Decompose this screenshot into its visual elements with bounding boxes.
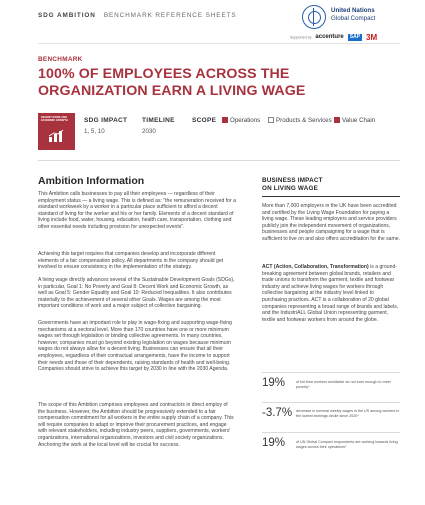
ambition-paragraph-2: Achieving this target requires that companies develop and incorporate different elements of a fair compensation policy. All departments in the company should get involved to ensure consistency in the implementation of the strategy. [38, 251, 224, 271]
top-header [0, 0, 425, 42]
checkbox-checked-icon [334, 117, 340, 123]
stat-value-1: 19% [262, 377, 286, 389]
stat-text-1: of full-time workers worldwide do not earn enough to meet poverty* [296, 380, 391, 389]
stat-text-2: decrease in nominal weekly wages in the US among workers in the lowest earnings decile since 2020* [296, 409, 400, 418]
stat-text-3: of UN Global Compact respondents are working towards living wages across their operations* [296, 440, 398, 449]
stat-divider [262, 402, 400, 403]
ambition-paragraph-1: This Ambition calls businesses to pay all their employees — regardless of their employment status — a living wage. This is defined as: "the remuneration received for a standard workweek by a worker in a particular place sufficient to afford a decent standard of living for the worker and his or her family. Elements of a decent standard of living include food, water, housing, education, health care, transportation, clothing and other essential needs including provision for unexpected events". [38, 191, 236, 230]
un-emblem-icon [302, 5, 326, 29]
timeline-value: 2030 [142, 128, 156, 135]
checkbox-checked-icon [222, 117, 228, 123]
growth-chart-icon [48, 129, 64, 143]
scope-option-label: Operations [230, 117, 261, 124]
meta-divider [38, 160, 400, 161]
ambition-paragraph-4: Governments have an important role to play in wage-fixing and supporting wage-fixing mechanisms at a sectoral level. More than 170 countries have one or more minimum wages set through legislation or binding collective agreements. In many countries, however, companies must go beyond existing legislation on wages because minimum wages do not always allow for a decent living. Businesses can ensure that all their employees, regardless of their contractual arrangements, have the income to support their needs and those of their dependents, raising standards of health and well-being. Companies should strive to achieve this target by 2030 in line with the 2030 Agenda. [38, 320, 232, 373]
scope-option-products-services [268, 117, 332, 124]
sponsors [290, 33, 377, 42]
business-impact-heading [262, 177, 323, 192]
business-impact-rule [262, 196, 400, 197]
accenture-logo: accenture [315, 34, 344, 41]
business-impact-heading-line2: ON LIVING WAGE [262, 184, 318, 192]
3m-logo: 3M [366, 33, 378, 42]
kicker-label: BENCHMARK [38, 56, 83, 63]
stat-value-3: 19% [262, 437, 286, 449]
scope-label: SCOPE [192, 117, 217, 124]
scope-option-operations [222, 117, 260, 124]
timeline-label: TIMELINE [142, 117, 175, 124]
scope-option-value-chain [334, 117, 375, 124]
header-title [38, 12, 237, 19]
header-divider [38, 43, 400, 44]
ambition-paragraph-3: A living wage directly advances several of the Sustainable Development Goals (SDGs), in particular, Goal 1: No Poverty and Goal 8: Decent Work and Economic Growth, as well as Goal 5: Gender Equality and Goal 10: Reduced Inequalities. It also contributes materially to the achievement of several other Goals. Wages are among the most important conditions of work and a major subject of collective bargaining. [38, 277, 235, 310]
act-description: is a ground-breaking agreement between global brands, retailers and trade unions to transform the garment, textile and footwear industry and achieve living wages for workers through collective bargaining at the industry level linked to purchasing practices. ACT is a collaboration of 20 global companies representing a broad range of brands and labels, and the IndustriALL Global Union representing garment, textile and footwear workers from around the globe. [262, 264, 399, 323]
business-impact-paragraph-1: More than 7,000 employers in the UK have been accredited and certified by the Living Wage Foundation for paying a living wage. These leading employers and service providers publicly join the independent movement of organizations, businesses and people campaigning for a wage that is sufficient to live on and also offers accreditation for the same. [262, 203, 400, 242]
sdg-impact-label: SDG IMPACT [84, 117, 128, 124]
stat-divider [262, 372, 400, 373]
sdg-goal-tile [38, 113, 75, 150]
sap-logo: SAP [349, 34, 361, 40]
header-subtitle: BENCHMARK REFERENCE SHEETS [103, 12, 237, 19]
scope-option-label: Products & Services [276, 117, 332, 124]
checkbox-unchecked-icon [268, 117, 274, 123]
page-title: 100% OF EMPLOYEES ACROSS THE ORGANIZATION EARN A LIVING WAGE [38, 66, 306, 99]
business-impact-paragraph-2 [262, 264, 400, 323]
un-line1: United Nations [331, 7, 375, 14]
scope-option-label: Value Chain [342, 117, 376, 124]
stat-divider [262, 432, 400, 433]
ambition-heading: Ambition Information [38, 175, 145, 187]
un-global-compact-logo [331, 7, 375, 22]
sdg-goal-tile-text: DECENT WORK AND ECONOMIC GROWTH [41, 116, 68, 122]
act-bold-lead: ACT (Action, Collaboration, Transformation) [262, 264, 369, 270]
un-line2: Global Compact [331, 14, 376, 22]
business-impact-heading-line1: BUSINESS IMPACT [262, 177, 323, 184]
supported-by-label: Supported by [290, 35, 312, 40]
header-brand: SDG AMBITION [38, 12, 96, 19]
stat-value-2: -3.7% [262, 407, 293, 419]
sdg-impact-value: 1, 5, 10 [84, 128, 105, 135]
ambition-paragraph-5: The scope of this Ambition comprises employees and contractors in direct employ of the business. However, the Ambition should be progressively extended to a fair compensation commitment for all workers in the entire supply chain of a company. This will require companies to adapt or improve their procurement practices, and engage with relevant stakeholders, including industry peers, suppliers, governments, workers' organizations, international organizations, investors and civil society organizations. Anchoring the work at the local level will be crucial for success. [38, 402, 234, 448]
